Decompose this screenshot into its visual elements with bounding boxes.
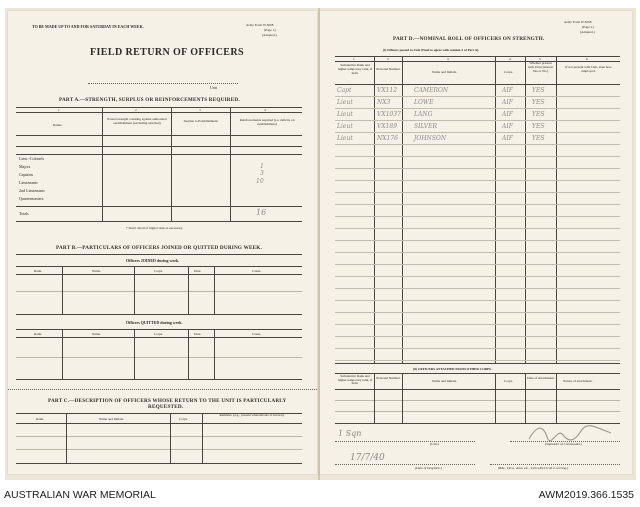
form-page-p2: (Page 2.) [582,25,595,29]
attached-rule-row2 [335,411,620,412]
part-c-col-sep-2 [170,413,171,463]
roll-row-line [335,360,620,361]
quitted-col-sep-3 [188,329,189,379]
joined-col-date: Date. [194,269,202,273]
entry-3-present: YES [532,111,545,118]
part-c-rule-row2 [16,449,302,450]
roll-colnum-2: 2 [387,57,389,61]
roll-row-line [335,252,620,253]
rank-2nd-lieutenants: 2nd Lieutenants [19,188,45,193]
right-page [320,11,632,474]
col-ranks-header: Ranks. [53,123,63,127]
quitted-rule-mid [16,357,302,358]
entry-4-present: YES [532,123,545,130]
part-a-rule-bottom [16,221,302,222]
roll-row-line [335,108,620,109]
roll-rule-top [335,56,620,57]
entry-5-present: YES [532,135,545,142]
entry-4-corps: AIF [502,123,513,130]
roll-row-line [335,204,620,205]
section-1-title: (i) Officers posted to Unit (Total to agree with column 2 of Part A). [383,48,480,52]
entry-3-number: VX1037 [377,111,401,118]
roll-row-line [335,192,620,193]
roll-col-employed: If not present with Unit, state how employed. [565,65,612,73]
roll-row-line [335,156,620,157]
quitted-col-cause: Cause. [252,332,262,336]
roll-row-line [335,288,620,289]
left-page [8,11,317,474]
part-a-title: PART A.—STRENGTH, SURPLUS OR REINFORCEMENTS REQUIRED. [59,97,240,103]
attached-col-sep-3 [495,373,496,423]
entry-2-number: NX3 [377,99,391,106]
bde-dotted-line [490,464,620,465]
roll-row-line [335,276,620,277]
quitted-col-corps: Corps. [154,332,163,336]
roll-rule-header [335,84,620,85]
joined-title: Officers JOINED during week. [126,258,180,263]
quitted-col-sep-4 [214,329,215,379]
perforation-line [8,389,317,390]
attached-col-sep-4 [525,373,526,423]
roll-col-sep-5 [556,56,557,363]
col-surplus-header: Surplus to Establishment. [183,119,219,123]
scanned-document [5,8,636,480]
roll-row-line [335,180,620,181]
part-a-col-sep-3 [230,107,231,221]
roll-row-line [335,300,620,301]
rank-quartermasters: Quartermasters [19,196,44,201]
entry-5-number: NX176 [377,135,398,142]
attached-col-name: Name and Initials. [432,379,457,383]
roll-row-line [335,96,620,97]
attached-rule-row1 [335,400,620,401]
entry-2-rank: Lieut [337,99,353,106]
part-c-col-corps: Corps. [179,417,188,421]
part-c-col-rank: Rank. [36,417,45,421]
part-c-rule-bottom [16,463,302,464]
part-c-col-sep-1 [66,413,67,463]
quitted-title: Officers QUITTED during week. [126,320,183,325]
rank-totals: Totals [19,211,29,216]
attached-col-corps: Corps. [504,379,513,383]
part-a-footnote: * Insert detail of higher rank as necessary. [126,226,184,230]
part-a-rule-num [16,112,302,113]
entry-2-name: LOWE [414,99,434,106]
joined-rule-mid [16,291,302,292]
roll-rule-num [335,61,620,62]
roll-colnum-4: 4 [509,57,511,61]
part-d-title: PART D.—NOMINAL ROLL OF OFFICERS ON STRENGTH. [393,36,545,42]
col-reinforcements-header: Reinforcements required (i.e. deficits on establishment) [239,118,295,126]
part-a-colnum-2: 2 [135,108,137,112]
joined-rule-header-top [16,266,302,267]
joined-col-sep-4 [214,266,215,314]
col-posted-header: Posted strength counting against authorized establishment (excluding attached) [107,117,167,125]
reinforcements-captains: 3 [260,170,264,177]
unit-dotted-line [88,83,238,84]
part-a-rule-blank2 [16,154,302,155]
entry-4-rank: Lieut [337,123,353,130]
roll-row-line [335,216,620,217]
joined-rule-header-bottom [16,274,302,275]
roll-row-line [335,336,620,337]
entry-3-corps: AIF [502,111,513,118]
roll-row-line [335,144,620,145]
part-a-colnum-1: 1 [58,108,60,112]
form-number-p2: Army Form W.3008 [564,20,592,24]
quitted-col-name: Name. [92,332,101,336]
unit-label: Unit [210,85,218,90]
roll-col-sep-2 [402,56,403,363]
entry-1-rank: Capt [337,87,352,94]
roll-row-line [335,228,620,229]
attached-col-number: Personal Number. [376,376,401,380]
rank-lieut-colonels: Lieut.-Colonels [19,156,44,161]
joined-col-sep-2 [134,266,135,314]
attached-col-rank: Substantive Rank and higher temporary rank, if held. [337,374,373,386]
rank-captains: Captains [19,172,33,177]
attached-rule-header [335,389,620,390]
part-c-rule-header [16,423,302,424]
entry-4-number: VX189 [377,123,398,130]
commander-caption: (Signature of Commander.) [545,442,582,446]
joined-rule-bottom [16,314,302,315]
roll-col-number: Personal Number. [376,67,401,71]
part-a-col-sep-1 [102,107,103,221]
part-b-rule-top [16,254,302,255]
date-dotted-line [335,464,475,465]
entry-4-name: SILVER [414,123,437,130]
quitted-rule-header-top [16,329,302,330]
roll-col-present: Whether present with Unit (Answer Yes or No.) [527,61,554,73]
joined-col-corps: Corps. [154,269,163,273]
entry-5-corps: AIF [502,135,513,142]
form-adapted: (Adapted.) [262,33,277,37]
rank-majors: Majors [19,164,31,169]
unit-caption: (Unit.) [430,442,440,446]
bde-caption: (Bde., Divn., Area, etc., with which Unit is serving.) [498,466,569,470]
roll-colnum-1: 1 [353,57,355,61]
joined-col-name: Name. [92,269,101,273]
roll-col-sep-4 [525,56,526,363]
quitted-col-date: Date. [194,332,202,336]
part-a-colnum-4: 4 [264,108,266,112]
part-c-title-line1: PART C.—DESCRIPTION OF OFFICERS WHOSE RETURN TO THE UNIT IS PARTICULARLY [48,398,287,404]
roll-colnum-5: 5 [539,57,541,61]
entry-1-number: VX112 [377,87,398,94]
part-a-rule-header [16,135,302,136]
footer-institution: AUSTRALIAN WAR MEMORIAL [4,489,156,501]
roll-col-sep-1 [374,56,375,363]
footer-accession-number: AWM2019.366.1535 [538,489,634,501]
unit-dotted-line-p2 [335,441,475,442]
roll-row-line [335,348,620,349]
roll-colnum-6: 6 [586,57,588,61]
roll-col-name: Name and Initials. [432,70,457,74]
entry-1-corps: AIF [502,87,513,94]
attached-rule-top [335,373,620,374]
roll-row-line [335,264,620,265]
part-c-col-remarks: Remarks. (e.g., present whereabouts, if known). [219,413,285,417]
roll-colnum-3: 3 [447,57,449,61]
roll-row-line [335,132,620,133]
form-number: Army Form W.3008 [246,23,274,27]
entry-1-present: YES [532,87,545,94]
attached-col-nature: Nature of attachment. [563,379,593,383]
quitted-rule-bottom [16,379,302,380]
roll-col-rank: Substantive Rank and higher temporary rank, if held. [337,63,373,75]
joined-col-cause: Cause. [252,269,262,273]
part-c-rule-row1 [16,436,302,437]
quitted-rule-header-bottom [16,337,302,338]
attached-col-sep-1 [374,373,375,423]
roll-row-line [335,168,620,169]
form-adapted-p2: (Adapted.) [580,30,595,34]
roll-row-line [335,312,620,313]
form-page: (Page 1.) [264,28,277,32]
attached-col-sep-5 [556,373,557,423]
part-b-title: PART B.—PARTICULARS OF OFFICERS JOINED OR QUITTED DURING WEEK. [56,245,263,251]
roll-row-line [335,240,620,241]
form-title: FIELD RETURN OF OFFICERS [90,47,244,58]
attached-col-sep-2 [402,373,403,423]
reinforcements-lieutenants: 10 [256,178,264,185]
attached-col-date: Date of Attachment. [527,376,555,380]
joined-col-sep-3 [188,266,189,314]
part-a-rule-totals [16,206,302,207]
date-handwritten: 17/7/40 [350,453,385,463]
entry-2-corps: AIF [502,99,513,106]
quitted-col-rank: Rank. [34,332,43,336]
roll-row-line [335,120,620,121]
joined-col-sep-1 [62,266,63,314]
rank-lieutenants: Lieutenants [19,180,38,185]
joined-col-rank: Rank. [34,269,43,273]
roll-col-corps: Corps. [504,70,513,74]
entry-3-rank: Lieut [337,111,353,118]
part-c-col-name: Name and Initials. [99,417,124,421]
part-c-title-line2: REQUESTED. [148,404,184,410]
part-a-rule-blank1 [16,146,302,147]
quitted-col-sep-2 [134,329,135,379]
section-2-title: (ii) OFFICERS ATTACHED FROM OTHER CORPS. [413,367,492,371]
roll-rule-bottom [335,363,620,364]
entry-2-present: YES [532,99,545,106]
entry-1-name: CAMERON [414,87,449,94]
quitted-col-sep-1 [62,329,63,379]
entry-5-rank: Lieut [337,135,353,142]
roll-row-line [335,324,620,325]
part-a-colnum-3: 3 [199,108,201,112]
roll-col-sep-3 [495,56,496,363]
date-caption: (Date of Despatch.) [415,466,442,470]
reinforcements-total: 16 [256,208,267,217]
part-a-col-sep-2 [171,107,172,221]
instruction-text: TO BE MADE UP TO AND FOR SATURDAY IN EACH WEEK. [32,24,144,29]
entry-3-name: LANG [414,111,433,118]
entry-5-name: JOHNSON [414,135,447,142]
unit-handwritten: 1 Sqn [338,429,362,438]
part-c-col-sep-3 [202,413,203,463]
reinforcements-majors: 1 [260,163,264,170]
